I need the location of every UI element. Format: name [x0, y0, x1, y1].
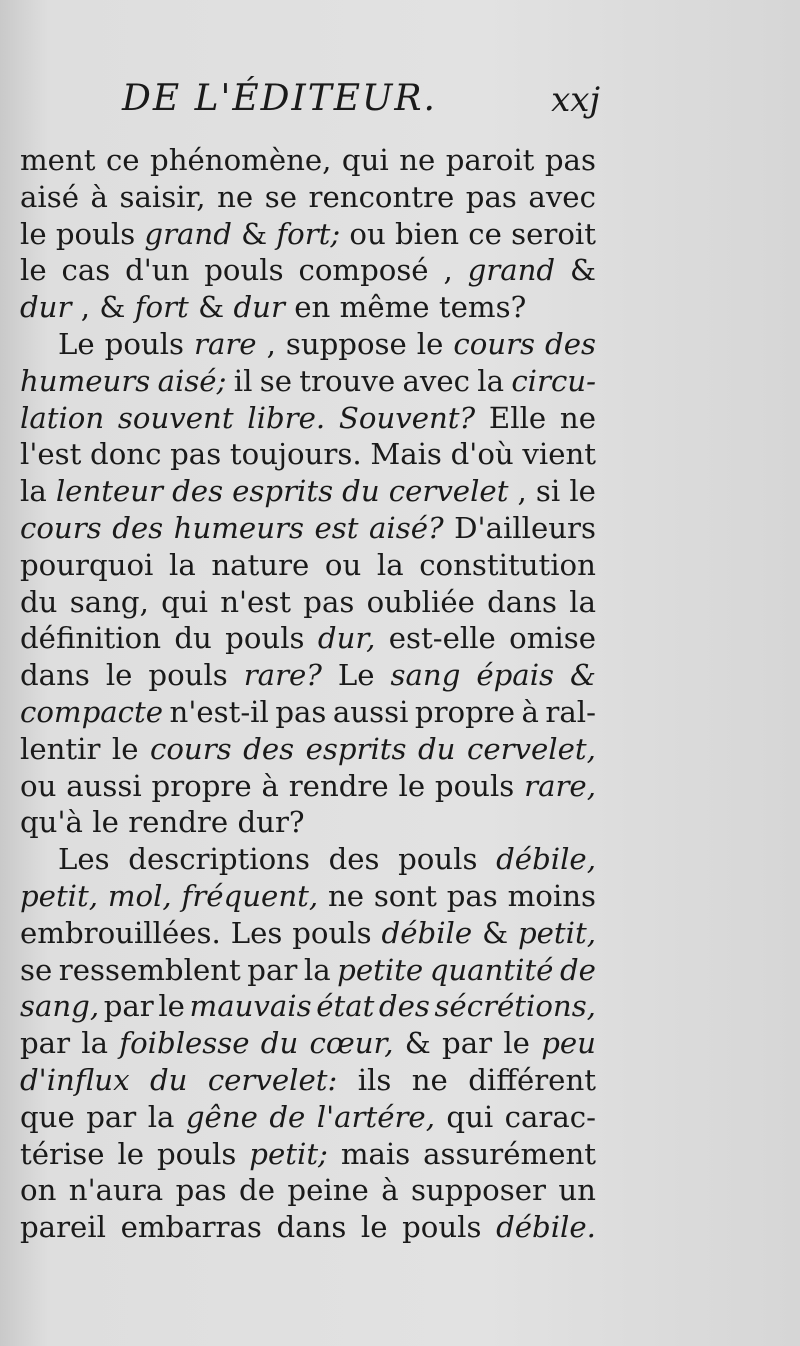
word: débile [381, 915, 473, 950]
word: débile, [496, 842, 596, 877]
word: suppose [285, 326, 407, 361]
word: cours [453, 326, 536, 361]
word: pas [275, 694, 327, 729]
word: quantité [429, 952, 554, 987]
word: assurément [423, 1136, 596, 1171]
word: propre [151, 768, 252, 803]
text-line [20, 179, 596, 216]
word: est-elle [388, 621, 496, 656]
word: le [105, 658, 133, 693]
word: pouls [402, 1210, 482, 1245]
word: petit; [249, 1136, 328, 1171]
word: le [416, 326, 444, 361]
word: du [260, 1026, 299, 1061]
word: rendre [288, 768, 389, 803]
word: oubliée [366, 584, 475, 619]
text-line [20, 694, 596, 731]
word: , [517, 474, 527, 509]
word: vient [522, 437, 596, 472]
word: du [20, 584, 58, 619]
word: , [266, 326, 276, 361]
word: du [149, 1062, 188, 1097]
text-line [20, 142, 596, 179]
word: se [259, 363, 292, 398]
word: Elle [488, 400, 547, 435]
word: mol, [107, 878, 172, 913]
text-line [20, 584, 596, 621]
text-line [20, 216, 596, 253]
text-line [20, 510, 596, 547]
word: sang, [20, 989, 100, 1024]
word: Mais [370, 437, 442, 472]
word: constitution [419, 547, 596, 582]
word: des [243, 731, 295, 766]
word: le [20, 216, 47, 251]
text-line [20, 326, 596, 363]
text-line [20, 731, 596, 768]
text-line [20, 473, 596, 510]
word: la [169, 547, 196, 582]
word: des [378, 989, 430, 1024]
text-line [20, 252, 596, 289]
word: ce [105, 143, 140, 177]
word: la [477, 363, 505, 398]
word: sang, [69, 584, 149, 619]
word: que [20, 1099, 75, 1134]
word: phénomène, [150, 143, 332, 177]
word: l'est [20, 437, 82, 472]
word: cours [150, 731, 232, 766]
word: pouls [434, 768, 515, 803]
word: pouls [55, 216, 136, 251]
word: Les [58, 842, 110, 877]
word: des [545, 326, 596, 361]
word: ce [468, 216, 502, 251]
word: de [559, 952, 596, 987]
word: pouls [225, 621, 305, 656]
text-line [20, 657, 596, 694]
word: sang [390, 658, 461, 693]
word: petit, [517, 915, 596, 950]
word: le [569, 474, 596, 509]
text-line [20, 400, 596, 437]
word: qui [446, 1099, 494, 1134]
word: si [535, 474, 561, 509]
word: est [314, 510, 359, 545]
text-line [20, 1172, 596, 1209]
word: fort [134, 290, 189, 325]
word: esprits [305, 731, 407, 766]
word: dans [276, 1210, 347, 1245]
word: grand [467, 253, 556, 288]
word: lation [20, 400, 105, 435]
word: même [339, 290, 430, 325]
word: dur, [317, 621, 376, 656]
word: de [239, 1173, 276, 1208]
word: par [86, 1099, 137, 1134]
word: ne [217, 179, 254, 214]
word: paroit [445, 143, 535, 177]
word: petit, [20, 878, 99, 913]
word: par [20, 1026, 71, 1061]
word: le [111, 731, 139, 766]
word: sont [373, 878, 437, 913]
word: aisé? [368, 510, 444, 545]
word: se [20, 952, 53, 987]
word: trouve [299, 363, 396, 398]
word: cours [20, 510, 102, 545]
word: par [247, 952, 298, 987]
word: compacte [20, 694, 164, 729]
word: ment [20, 143, 96, 177]
word: pas [544, 143, 596, 177]
word: composé [298, 253, 429, 288]
word: le [92, 805, 119, 840]
word: aisé [20, 179, 79, 214]
word: pareil [20, 1210, 106, 1245]
word: pouls [204, 253, 284, 288]
text-line [20, 841, 596, 878]
word: & [404, 1026, 431, 1061]
word: rare [194, 326, 257, 361]
word: le [158, 989, 185, 1024]
word: par [442, 1026, 493, 1061]
text-line [20, 1062, 596, 1099]
word: qui [341, 143, 389, 177]
text-line [20, 1136, 596, 1173]
word: ne [327, 878, 365, 913]
word: pourquoi [20, 547, 154, 582]
word: la [376, 547, 404, 582]
text-line [20, 768, 596, 805]
word: aussi [66, 768, 142, 803]
word: grand [144, 216, 232, 251]
word: ne [411, 1062, 448, 1097]
word: pas [170, 437, 222, 472]
word: se [264, 179, 297, 214]
word: souvent [117, 400, 234, 435]
word: le [20, 253, 47, 288]
word: Souvent? [338, 400, 476, 435]
word: & [241, 216, 268, 251]
word: d'un [125, 253, 190, 288]
word: fréquent, [181, 878, 319, 913]
word: à [90, 179, 108, 214]
running-title: DE L'ÉDITEUR. [122, 78, 437, 119]
word: le [398, 768, 426, 803]
word: avec [528, 179, 596, 214]
word: mais [340, 1136, 411, 1171]
word: d'influx [20, 1062, 130, 1097]
word: débile. [496, 1210, 596, 1245]
word: carac- [504, 1099, 596, 1134]
word: & [569, 658, 596, 693]
word: foiblesse [119, 1026, 250, 1061]
word: pouls [292, 915, 372, 950]
text-line [20, 804, 596, 841]
word: tems? [438, 290, 527, 325]
word: à [381, 1173, 399, 1208]
word: ou [324, 547, 362, 582]
body-text [20, 142, 596, 1246]
word: pas [303, 584, 355, 619]
word: il [233, 363, 253, 398]
word: embarras [120, 1210, 262, 1245]
word: , [80, 290, 91, 325]
word: différent [468, 1062, 596, 1097]
text-line [20, 620, 596, 657]
word: ou [20, 768, 57, 803]
word: cervelet: [207, 1062, 338, 1097]
word: ne [559, 400, 596, 435]
word: pouls [157, 1136, 237, 1171]
word: rencontre [308, 179, 455, 214]
word: on [20, 1173, 57, 1208]
word: la [147, 1099, 175, 1134]
word: la [569, 584, 596, 619]
text-line [20, 363, 596, 400]
word: ils [357, 1062, 392, 1097]
word: & [198, 290, 225, 325]
page-number: xxj [551, 80, 600, 120]
word: pas [465, 179, 517, 214]
word: le [360, 1210, 388, 1245]
word: donc [90, 437, 162, 472]
word: pouls [398, 842, 478, 877]
text-line [20, 1025, 596, 1062]
word: toujours. [229, 437, 362, 472]
word: un [558, 1173, 596, 1208]
word: térise [20, 1136, 105, 1171]
word: du [418, 731, 456, 766]
word: des [112, 510, 164, 545]
word: état [316, 989, 375, 1024]
word: du [174, 621, 212, 656]
word: dur [20, 290, 72, 325]
word: par [103, 989, 154, 1024]
word: circu- [511, 363, 596, 398]
word: le [117, 1136, 145, 1171]
word: nature [211, 547, 310, 582]
word: pouls [104, 326, 185, 361]
word: humeurs [20, 363, 151, 398]
word: dur? [237, 805, 305, 840]
word: dur [233, 290, 285, 325]
word: qu'à [20, 805, 83, 840]
word: n'est-il [169, 694, 269, 729]
word: dans [20, 658, 90, 693]
word: & [482, 915, 509, 950]
word: des [172, 474, 224, 509]
word: propre [414, 694, 516, 729]
word: saisir, [119, 179, 206, 214]
word: supposer [411, 1173, 546, 1208]
word: ne [399, 143, 436, 177]
word: épais [476, 658, 555, 693]
word: & [99, 290, 126, 325]
word: de [269, 1099, 306, 1134]
word: descriptions [128, 842, 310, 877]
text-line [20, 1209, 596, 1246]
word: aisé; [157, 363, 227, 398]
word: Le [337, 658, 375, 693]
word: rare? [243, 658, 322, 693]
word: en [294, 290, 331, 325]
word: & [569, 253, 596, 288]
word: aussi [332, 694, 409, 729]
text-line [20, 915, 596, 952]
text-line [20, 878, 596, 915]
word: Le [58, 326, 95, 361]
text-line [20, 952, 596, 989]
word: cervelet [388, 474, 509, 509]
word: la [20, 474, 47, 509]
word: le [503, 1026, 530, 1061]
word: l'artére, [316, 1099, 435, 1134]
word: moins [507, 878, 596, 913]
text-line [20, 436, 596, 473]
word: omise [509, 621, 596, 656]
word: à [521, 694, 539, 729]
word: ral- [545, 694, 596, 729]
word: embrouillées. [20, 915, 221, 950]
word: fort; [276, 216, 341, 251]
word: humeurs [173, 510, 304, 545]
word: cervelet, [466, 731, 596, 766]
word: n'aura [68, 1173, 164, 1208]
word: pouls [148, 658, 228, 693]
word: avec [402, 363, 470, 398]
word: du [342, 474, 380, 509]
text-line [20, 289, 596, 326]
word: mauvais [189, 989, 312, 1024]
word: la [81, 1026, 109, 1061]
word: petite [337, 952, 424, 987]
word: cas [61, 253, 111, 288]
word: n'est [220, 584, 292, 619]
word: peu [541, 1026, 596, 1061]
text-line [20, 1099, 596, 1136]
word: pas [175, 1173, 227, 1208]
word: dans [487, 584, 557, 619]
word: à [261, 768, 279, 803]
word: rare, [524, 768, 596, 803]
word: pas [446, 878, 498, 913]
word: gêne [185, 1099, 258, 1134]
word: D'ailleurs [454, 510, 596, 545]
word: la [303, 952, 331, 987]
word: bien [394, 216, 460, 251]
word: des [328, 842, 380, 877]
word: , [443, 253, 453, 288]
word: ou [349, 216, 386, 251]
word: d'où [450, 437, 514, 472]
word: ressemblent [58, 952, 241, 987]
word: peine [287, 1173, 369, 1208]
word: lentir [20, 731, 101, 766]
word: lenteur [55, 474, 164, 509]
word: Les [230, 915, 283, 950]
text-line [20, 547, 596, 584]
word: seroit [511, 216, 596, 251]
word: esprits [232, 474, 334, 509]
word: rendre [128, 805, 229, 840]
word: définition [20, 621, 161, 656]
word: cœur, [309, 1026, 394, 1061]
word: sécrétions, [434, 989, 596, 1024]
page-header [122, 78, 600, 128]
word: libre. [247, 400, 326, 435]
text-line [20, 988, 596, 1025]
word: qui [161, 584, 208, 619]
